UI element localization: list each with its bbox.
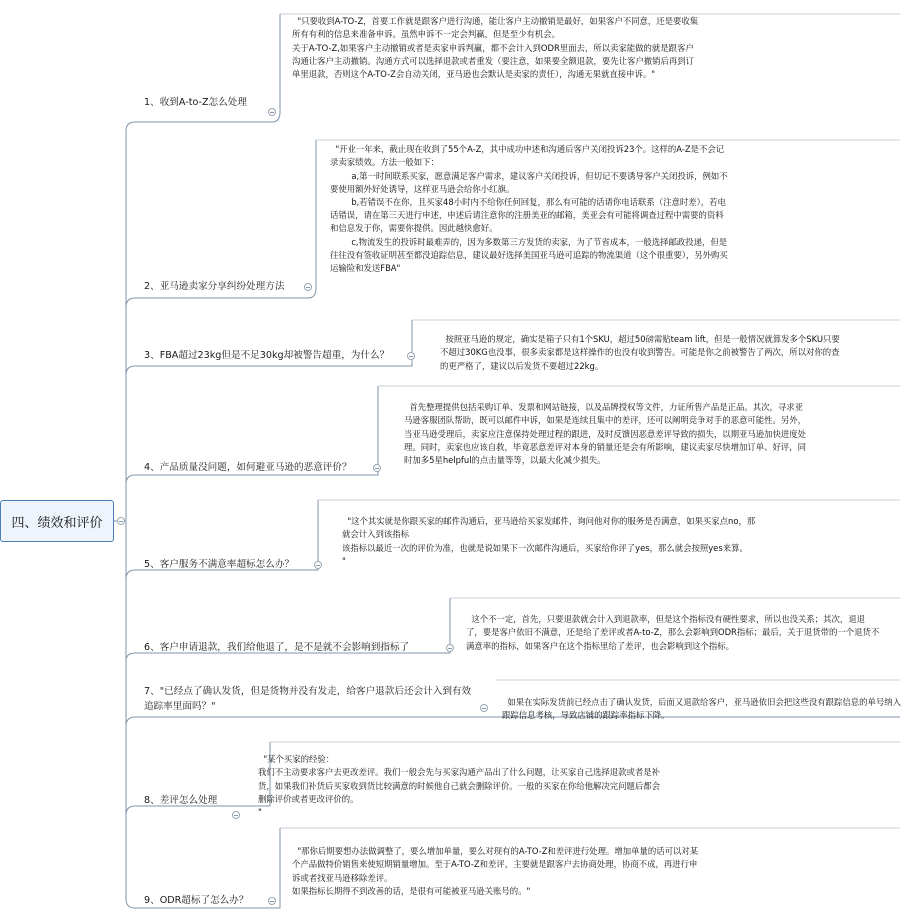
topic-8-collapse-icon[interactable] [232,811,240,819]
topic-8-note: "某个买家的经验： 我们不主动要求客户去更改差评。我们一般会先与买家沟通产品出了什么问题，让买家自己选择退款或者是补货，如果我们补货后买家收到货比较满意的时候他自己就会删除评价。一般的买家在你给他解决完问题后都会删除评价或者更改评价的。 " [258,754,660,818]
topic-4-label: 4、产品质量没问题，如何避亚马逊的恶意评价？ [144,462,352,473]
topic-9-label: 9、ODR超标了怎么办？ [144,895,249,906]
topic-6-collapse-icon[interactable] [446,644,454,652]
topic-7-collapse-icon[interactable] [480,704,488,712]
topic-6-note: 这个不一定，首先，只要退款就会计入到退款率，但是这个指标没有硬性要求，所以也没关系；其次，退退了，要是客户依旧不满意，还是给了差评或者A-to-Z，那么会影响到ODR指标；最后，关于退货带的一个退货不满意率的指标，如果客户在这个指标里给了差评，也会影响到这个指标。 [466,614,880,651]
topic-2-label: 2、亚马逊卖家分享纠纷处理方法 [144,281,285,292]
topic-1-collapse-icon[interactable] [268,108,276,116]
topic-4-collapse-icon[interactable] [373,464,381,472]
topic-1-note: "只要收到A-TO-Z，首要工作就是跟客户进行沟通，能让客户主动撤销是最好，如果客户不同意，还是要收集所有有利的信息来准备申诉。虽然申诉不一定会判赢，但是至少有机会。 关于A-TO-Z,如果客户主动撤销或者是卖家申诉判赢，都不会计入到ODR里面去，所以卖家能做的就是跟客户沟通让客户主动撤销。沟通方式可以选择退款或者重发（要注意，如果要全额退款，要先让客户撤销后再到订单里退款，否则这个A-TO-Z会自动关闭，亚马逊也会默认是卖家的责任），沟通无果就直接申诉。" [292,16,699,80]
topic-5[interactable] [144,558,294,571]
topic-9-collapse-icon[interactable] [268,897,276,905]
root-topic-label: 四、绩效和评价 [11,515,103,531]
topic-8-label: 8、差评怎么处理 [144,795,218,806]
topic-2-note: "开业一年来，截止现在收到了55个A-Z，其中成功申述和沟通后客户关闭投诉23个。这样的A-Z是不会记录卖家绩效。方法一般如下： a,第一时间联系买家，愿意满足客户需求，建议客户关闭投诉，但切记不要诱导客户关闭投诉，例如不要使用额外好处诱导，这样亚马逊会给你小红旗。 b,若错误不在你，且买家48小时内不给你任何回复，那么有可能的话请你电话联系（注意时差），若电话错误，请在第三天进行申述，申述后请注意你的注册美亚的邮箱，美亚会有可能将调查过程中需要的资料和信息发于你，需要你提供。因此越快愈好。 c,物流发生的投诉时最难弄的，因为多数第三方发货的卖家，为了节省成本，一般选择邮政投递，但是往往没有签收证明甚至都没追踪信息，建议最好选择美国亚马逊可追踪的物流渠道（这个很重要），另外购买运输险和发送FBA" [330,144,728,274]
topic-2-collapse-icon[interactable] [304,283,312,291]
root-collapse-icon[interactable] [117,517,125,525]
topic-9-note: "那你后期要想办法做调整了，要么增加单量，要么对现有的A-TO-Z和差评进行处理。增加单量的话可以对某个产品做特价销售来使短期销量增加。至于A-TO-Z和差评，主要就是跟客户去协商处理，协商不成，再进行申诉或者找亚马逊移除差评。 如果指标长期得不到改善的话，是很有可能被亚马逊关账号的。" [292,846,699,896]
topic-6-label: 6、客户申请退款，我们给他退了，是不是就不会影响到指标了 [144,642,410,653]
topic-1-label: 1、收到A-to-Z怎么处理 [144,97,247,108]
topic-3[interactable] [144,349,389,362]
topic-5-collapse-icon[interactable] [314,561,322,569]
topic-1[interactable] [144,96,247,109]
topic-9[interactable] [144,894,248,907]
topic-6[interactable] [144,641,409,654]
topic-7-note: 如果在实际发货前已经点击了确认发货，后面又退款给客户，亚马逊依旧会把这些没有跟踪信息的单号纳入跟踪信息考核，导致店铺的跟踪率指标下降。 [502,697,901,721]
topic-5-note: "这个其实就是你跟买家的邮件沟通后，亚马逊给买家发邮件，询问他对你的服务是否满意，如果买家点no，那就会计入到该指标 该指标以最近一次的评价为准，也就是说如果下一次邮件沟通后，买家给你评了yes，那么就会按照yes来算。 " [342,516,756,566]
topic-3-label: 3、FBA超过23kg但是不足30kg却被警告超重，为什么？ [144,350,390,361]
topic-4-note: 首先整理提供包括采购订单、发票和网站链接，以及品牌授权等文件，力证所售产品是正品。其次，寻求亚马逊客服团队帮助，既可以邮件申诉，如果是连续且集中的差评，还可以阐明竞争对手的恶意可能性。另外，当亚马逊受理后，卖家应注意保持处理过程的跟进，及时反馈因恶意差评导致的损失，以期亚马逊加快进度处理。同时，卖家也应该自救，毕竟恶意差评对本身的销量还是会有所影响，建议卖家尽快增加订单、好评，同时加多5星helpful的点击量等等，以最大化减少损失。 [404,402,806,466]
topic-4[interactable] [144,461,352,474]
topic-7[interactable] [144,684,480,714]
topic-7-label: 7、"已经点了确认发货，但是货物并没有发走，给客户退款后还会计入到有效追踪率里面吗？" [144,686,472,712]
topic-8[interactable] [144,794,217,807]
topic-5-label: 5、客户服务不满意率超标怎么办？ [144,559,295,570]
topic-3-collapse-icon[interactable] [407,352,415,360]
topic-3-note: 按照亚马逊的规定，确实是箱子只有1个SKU，超过50磅需贴team lift，但是一般情况就算发多个SKU只要不超过30KG也没事，很多卖家都是这样操作的也没有收到警告。可能是你之前被警告了两次，所以对你的查的更严格了，建议以后发货不要超过22kg。 [440,334,840,371]
root-topic[interactable] [0,500,114,542]
topic-2[interactable] [144,280,284,293]
